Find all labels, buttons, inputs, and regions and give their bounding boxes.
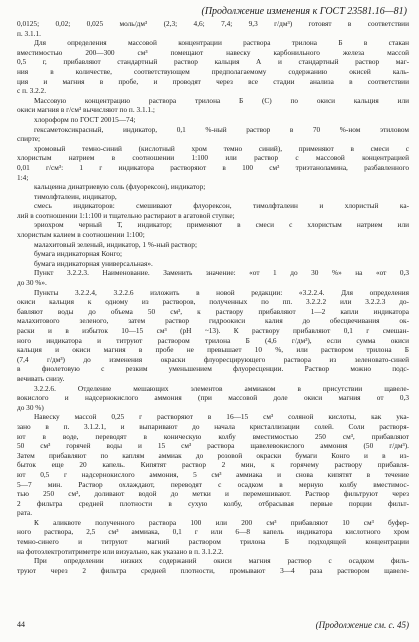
text-line: бумага индикаторная Конго; <box>34 249 123 259</box>
text-line: окиси кальция к одному из растворов, полученных по пп. 3.2.2.2 или 3.2.2.3 до- <box>17 297 409 307</box>
text-line: до 30 %) <box>17 402 44 412</box>
text-line: спирте; <box>17 134 41 144</box>
text-line: ния в количестве, соответствующем предполагаемому содержанию окисей каль- <box>17 66 409 76</box>
text-line: малахитовый зеленый, индикатор, 1 %-ный раствор; <box>34 239 197 249</box>
text-line: зано в п. 3.1.2.1, и выпаривают до начала кристаллизации солей. Соли растворя- <box>17 421 409 431</box>
document-body <box>17 19 409 575</box>
text-line: Массовую концентрацию раствора трилона Б (С) по окиси кальция или <box>34 95 409 105</box>
text-line: раски и в избыток 10—15 см³ (pH ~13). К раствору прибавляют 0,1 г смешан- <box>17 326 409 335</box>
text-line: ного раствора, 2,5 см³ аммиака, 0,1 г или 6—8 капель индикатора кислотного хром <box>17 527 409 537</box>
text-line: лий в соотношении 1:1:100 и тщательно растирают в агатовой ступке; <box>17 210 235 220</box>
text-line: п. 3.1.1. <box>17 28 41 38</box>
text-line: в фиолетовую с резким уменьшением флуоресценции. Раствор можно подс- <box>17 364 409 374</box>
text-line: 0,01 г/см³: 1 г индикатора растворяют в 100 см³ триэтаноламина, разбавленного <box>17 162 409 172</box>
text-line: При определении низких содержаний окиси магния раствор с осадком филь- <box>34 556 409 566</box>
text-line: труют через 2 фильтра средней плотности, промывают 3—4 раза раствором щавеле- <box>17 565 409 575</box>
text-line: до 30 %». <box>17 278 47 288</box>
text-line: Затем прибавляют по каплям аммиак до розовой окраски бумаги Конго и в из- <box>17 450 409 460</box>
text-line: 3.2.2.6. Отделение мешающих элементов аммиаком в присутствии щавеле- <box>34 383 409 393</box>
text-line: тью 250 см³, доливают водой до метки и перемешивают. Раствор фильтруют через <box>17 489 409 499</box>
text-line: Навеску массой 0,25 г растворяют в 16—15 см³ соляной кислоты, как ука- <box>34 412 409 422</box>
continuation-note: (Продолжение см. с. 45) <box>315 620 409 630</box>
text-line: кальцеина динатриевую соль (флуорексон), индикатор; <box>34 182 206 192</box>
text-line: темно-синего и титруют магний раствором трилона Б подходящей концентрации <box>17 537 409 547</box>
text-line: окиси магния в г/см³ вычисляют по п. 3.1.1.; <box>17 105 155 115</box>
text-line: вокислого и надсернокислого аммония (при массовой доле окиси магния от 0,3 <box>17 393 409 403</box>
text-line: 5—7 мин. Раствор охлаждают, переводят с осадком в мерную колбу вместимос- <box>17 479 409 489</box>
text-line: бавляют воды до объема 50 см³, к раствору прибавляют 1—2 капли индикатора <box>17 306 409 316</box>
text-line: тимолфталеин, индикатор, <box>34 191 117 201</box>
text-line: рата. <box>17 508 33 518</box>
text-line: хлористым натрием в соотношении 1:100 или раствор с массовой концентрацией <box>17 153 409 163</box>
text-line: ного индикатора и титруют раствором трилона Б (4,6 г/дм³), если сумма окиси <box>17 335 409 345</box>
text-line: гексаметоксикрасный, индикатор, 0,1 %-ный раствор в 70 %-ном этиловом <box>34 124 409 134</box>
text-line: быток еще 20 капель. Кипятят раствор 2 мин, к горячему раствору прибавля- <box>17 460 409 470</box>
text-line: эриохром черный Т, индикатор; применяют в смеси с хлористым натрием или <box>34 220 409 230</box>
text-line: кальция и окиси магния в пробе не превышает 10 %, или раствором трилона Б <box>17 345 409 355</box>
text-line: хлороформ по ГОСТ 20015—74; <box>34 114 136 124</box>
text-line: Для определения массовой концентрации раствора трилона Б в стакан <box>34 38 409 48</box>
text-line: 50 см³ горячей воды и 15 см³ раствора щавелевокислого аммония (50 г/дм³). <box>17 441 409 451</box>
page-header: (Продолжение изменения к ГОСТ 23581.16—81) <box>201 6 407 17</box>
text-line: вечивать снизу. <box>17 373 65 383</box>
text-line: бумага индикаторная универсальная». <box>34 258 153 268</box>
text-line: К аликвоте полученного раствора 100 или 200 см³ прибавляют 10 см³ буфер- <box>34 517 409 527</box>
text-line: 1:4; <box>17 172 29 182</box>
text-line: Пункты 3.2.2.4, 3.2.2.6 изложить в новой редакции: «3.2.2.4. Для определения <box>34 287 409 297</box>
text-line: (7,4 г/дм³) до изменения окраски флуоресцирующего раствора из зеленовато-синей <box>17 354 409 364</box>
text-line: ют в воде, переводят в коническую колбу вместимостью 250 см³, прибавляют <box>17 431 409 441</box>
text-line: 2 фильтра средней плотности в сухую колбу, отбрасывая первые порции фильт- <box>17 498 409 508</box>
text-line: хлористым калием в соотношении 1:100; <box>17 230 145 240</box>
text-line: на фотоэлектротитриметре или визуально, как указано в п. 3.1.2.2. <box>17 546 224 556</box>
text-line: 0,5 г, прибавляют стандартный раствор кальция А и стандартный раствор маг- <box>17 57 409 67</box>
text-line: с п. 3.2.2. <box>17 86 47 96</box>
text-line: ция и магния в пробе, и проводят через все стадии анализа в соответствии <box>17 76 409 86</box>
text-line: ют 0,5 г надсернокислого аммония, 5 см³ аммиака и снова кипятят в течение <box>17 469 409 479</box>
text-line: вместимостью 200—300 см³ помещают навеску карбонильного железа массой <box>17 47 409 57</box>
text-line: смесь индикаторов: смешивают флуорексон, тимолфталеин и хлористый ка- <box>34 201 409 211</box>
text-line: 0,0125; 0,02; 0,025 моль/дм³ (2,3; 4,6; 7,4; 9,3 г/дм³) готовят в соответствии <box>17 19 409 28</box>
text-line: хромовый темно-синий (кислотный хром темно синий), применяют в смеси с <box>34 143 409 153</box>
text-line: Пункт 3.2.2.3. Наименование. Заменить значение: «от 1 до 30 %» на «от 0,3 <box>34 268 409 278</box>
page-number: 44 <box>17 620 25 629</box>
text-line: малахитового зеленого, затем раствор гидроокиси калия до обесцвечивания ок- <box>17 316 409 326</box>
